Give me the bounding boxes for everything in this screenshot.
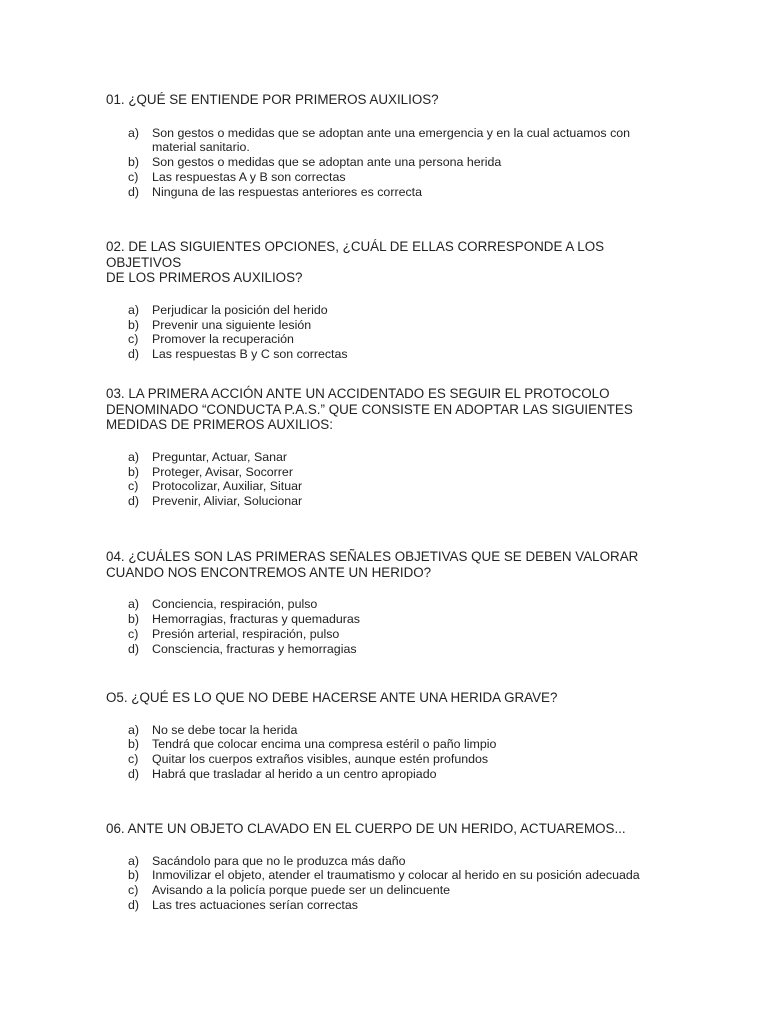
option-letter: d): [128, 766, 140, 781]
answer-list: [106, 854, 706, 913]
option-letter: c): [128, 752, 139, 767]
answer-list: [106, 597, 666, 656]
option-text: Las respuestas A y B son correctas: [152, 169, 346, 184]
question-title: 02. DE LAS SIGUIENTES OPCIONES, ¿CUÁL DE ELLAS CORRESPONDE A LOS OBJETIVOS DE LOS PRIMEROS AUXILIOS?: [106, 239, 605, 286]
option-text: Hemorragias, fracturas y quemaduras: [152, 611, 360, 626]
option-text: Promover la recuperación: [152, 332, 294, 347]
answer-option-b: [106, 612, 666, 627]
option-text: Ninguna de las respuestas anteriores es correcta: [152, 184, 422, 199]
answer-option-d: [106, 767, 666, 782]
question-4: [106, 549, 666, 656]
option-letter: c): [128, 332, 139, 347]
answer-option-c: [106, 752, 666, 767]
answer-option-a: [106, 126, 666, 156]
question-title: O5. ¿QUÉ ES LO QUE NO DEBE HACERSE ANTE UNA HERIDA GRAVE?: [106, 690, 558, 705]
option-letter: c): [128, 479, 139, 494]
answer-option-d: [106, 185, 666, 200]
question-title: 01. ¿QUÉ SE ENTIENDE POR PRIMEROS AUXILIOS?: [106, 92, 439, 107]
option-text: Inmovilizar el objeto, atender el traumatismo y colocar al herido en su posición adecuada: [152, 868, 640, 883]
answer-option-b: [106, 318, 666, 333]
answer-option-a: [106, 597, 666, 612]
question-title: 03. LA PRIMERA ACCIÓN ANTE UN ACCIDENTADO ES SEGUIR EL PROTOCOLO DENOMINADO “CONDUCTA P.A.S.” QUE CONSISTE EN ADOPTAR LAS SIGUIENTES MEDIDAS DE PRIMEROS AUXILIOS:: [106, 386, 633, 433]
option-letter: c): [128, 883, 139, 898]
option-letter: d): [128, 641, 140, 656]
question-5: [106, 690, 666, 782]
option-text: Prevenir, Aliviar, Solucionar: [152, 494, 303, 509]
option-text: No se debe tocar la herida: [152, 722, 298, 737]
option-text: Habrá que trasladar al herido a un centro apropiado: [152, 766, 437, 781]
option-letter: c): [128, 626, 139, 641]
answer-option-a: [106, 723, 666, 738]
option-letter: b): [128, 317, 140, 332]
option-text: Prevenir una siguiente lesión: [152, 317, 312, 332]
answer-option-b: [106, 155, 666, 170]
option-letter: d): [128, 897, 140, 912]
option-text: Las tres actuaciones serían correctas: [152, 897, 358, 912]
option-text: Preguntar, Actuar, Sanar: [152, 449, 288, 464]
answer-option-a: [106, 303, 666, 318]
question-6: [106, 821, 706, 913]
option-letter: b): [128, 464, 140, 479]
question-1: [106, 92, 666, 200]
answer-option-a: [106, 450, 666, 465]
answer-option-c: [106, 332, 666, 347]
option-text: Son gestos o medidas que se adoptan ante una emergencia y en la cual actuamos con material sanitario.: [152, 125, 631, 155]
answer-option-d: [106, 642, 666, 657]
option-letter: d): [128, 184, 140, 199]
question-3: [106, 386, 666, 509]
option-text: Sacándolo para que no le produzca más daño: [152, 853, 406, 868]
option-text: Consciencia, fracturas y hemorragias: [152, 641, 357, 656]
answer-list: [106, 303, 666, 362]
answer-option-b: [106, 868, 706, 883]
option-text: Tendrá que colocar encima una compresa estéril o paño limpio: [152, 737, 497, 752]
option-letter: b): [128, 155, 140, 170]
option-letter: a): [128, 853, 140, 868]
option-letter: d): [128, 347, 140, 362]
option-letter: b): [128, 611, 140, 626]
option-letter: a): [128, 722, 140, 737]
option-text: Son gestos o medidas que se adoptan ante una persona herida: [152, 155, 502, 170]
option-text: Quitar los cuerpos extraños visibles, aunque estén profundos: [152, 752, 489, 767]
option-letter: b): [128, 868, 140, 883]
answer-option-d: [106, 347, 666, 362]
option-text: Proteger, Avisar, Socorrer: [152, 464, 293, 479]
question-2: [106, 239, 666, 362]
option-text: Perjudicar la posición del herido: [152, 302, 328, 317]
option-text: Presión arterial, respiración, pulso: [152, 626, 340, 641]
option-text: Avisando a la policía porque puede ser un delincuente: [152, 883, 451, 898]
option-text: Las respuestas B y C son correctas: [152, 347, 348, 362]
option-text: Conciencia, respiración, pulso: [152, 597, 318, 612]
answer-list: [106, 126, 666, 200]
option-letter: a): [128, 597, 140, 612]
option-letter: a): [128, 449, 140, 464]
option-text: Protocolizar, Auxiliar, Situar: [152, 479, 303, 494]
option-letter: b): [128, 737, 140, 752]
option-letter: c): [128, 169, 139, 184]
question-title: 04. ¿CUÁLES SON LAS PRIMERAS SEÑALES OBJETIVAS QUE SE DEBEN VALORAR CUANDO NOS ENCONTREMOS ANTE UN HERIDO?: [106, 549, 639, 580]
answer-option-b: [106, 737, 666, 752]
option-letter: a): [128, 302, 140, 317]
answer-option-c: [106, 627, 666, 642]
answer-list: [106, 450, 666, 509]
answer-list: [106, 723, 666, 782]
option-letter: a): [128, 125, 140, 140]
answer-option-a: [106, 854, 706, 869]
answer-option-c: [106, 170, 666, 185]
answer-option-d: [106, 494, 666, 509]
answer-option-c: [106, 479, 666, 494]
question-title: 06. ANTE UN OBJETO CLAVADO EN EL CUERPO DE UN HERIDO, ACTUAREMOS...: [106, 821, 626, 836]
answer-option-c: [106, 883, 706, 898]
answer-option-d: [106, 898, 706, 913]
answer-option-b: [106, 465, 666, 480]
option-letter: d): [128, 494, 140, 509]
